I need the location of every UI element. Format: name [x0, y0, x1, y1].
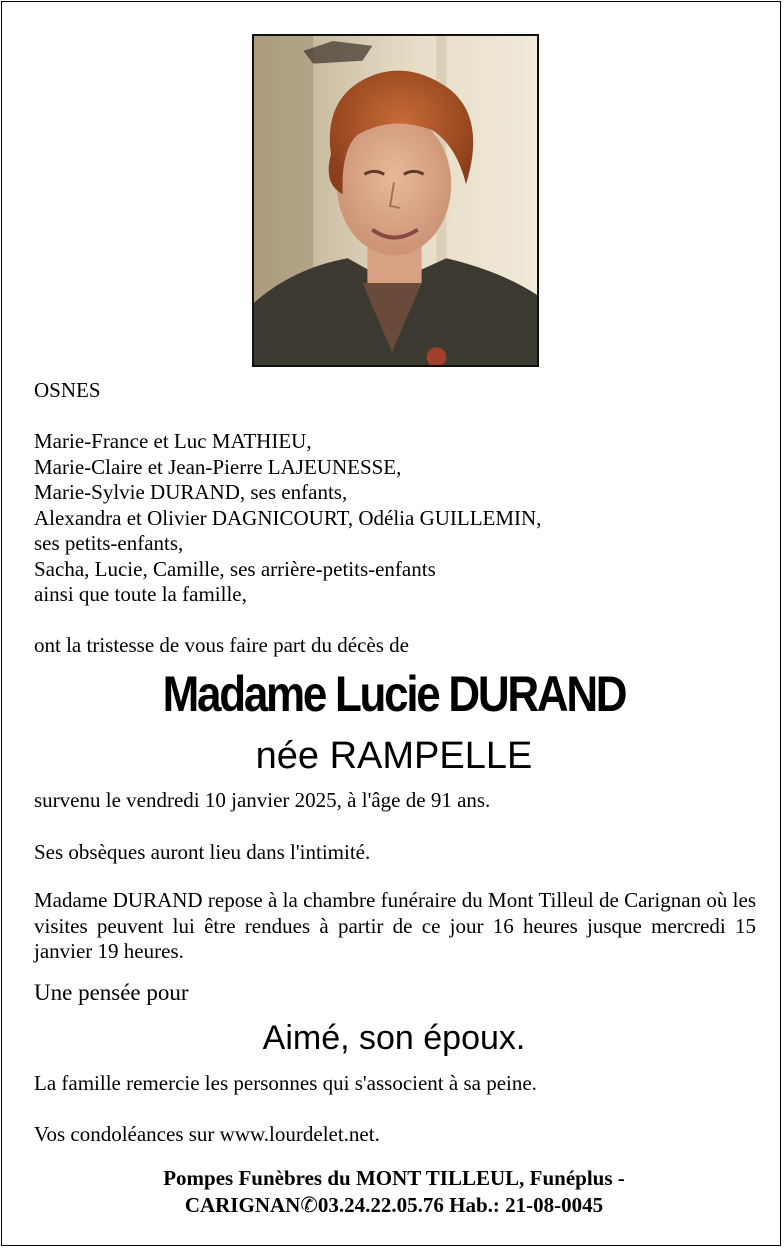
phone-icon: ✆ [300, 1193, 318, 1217]
family-line: Marie-Sylvie DURAND, ses enfants, [34, 480, 348, 504]
funeral-info: Ses obsèques auront lieu dans l'intimité. [34, 840, 371, 864]
family-line: Marie-Claire et Jean-Pierre LAJEUNESSE, [34, 454, 402, 479]
deceased-name: Madame Lucie DURAND [162, 666, 626, 722]
portrait-photo [252, 34, 539, 367]
footer-city: CARIGNAN [184, 1193, 301, 1217]
obituary-notice [1, 1, 781, 1246]
announcement-intro: ont la tristesse de vous faire part du décès de [34, 633, 409, 657]
family-line: Sacha, Lucie, Camille, ses arrière-petits-enfants [34, 556, 436, 581]
footer-line-2 [2, 1192, 784, 1219]
family-list [34, 429, 756, 608]
family-line: Alexandra et Olivier DAGNICOURT, Odélia GUILLEMIN, [34, 505, 542, 530]
condolences-info: Vos condoléances sur www.lourdelet.net. [34, 1122, 380, 1146]
funeral-home-footer [2, 1165, 784, 1219]
thought-intro: Une pensée pour [34, 980, 189, 1005]
locality: OSNES [34, 378, 101, 402]
family-line: ses petits-enfants, [34, 531, 184, 555]
maiden-name: née RAMPELLE [255, 735, 533, 777]
portrait-image [254, 36, 537, 365]
thanks-message: La famille remercie les personnes qui s'associent à sa peine. [34, 1071, 537, 1095]
footer-line-1: Pompes Funèbres du MONT TILLEUL, Funéplus - [163, 1166, 625, 1190]
death-info: survenu le vendredi 10 janvier 2025, à l'âge de 91 ans. [34, 788, 491, 812]
family-line: ainsi que toute la famille, [34, 582, 247, 606]
family-line: Marie-France et Luc MATHIEU, [34, 429, 312, 453]
footer-contact: 03.24.22.05.76 Hab.: 21-08-0045 [317, 1193, 604, 1217]
thought-person: Aimé, son époux. [262, 1019, 526, 1057]
rest-info: Madame DURAND repose à la chambre funéraire du Mont Tilleul de Carignan où les visites peuvent lui être rendues à partir de ce jour 16 heures jusque mercredi 15 janvier 19 heures. [34, 888, 756, 963]
